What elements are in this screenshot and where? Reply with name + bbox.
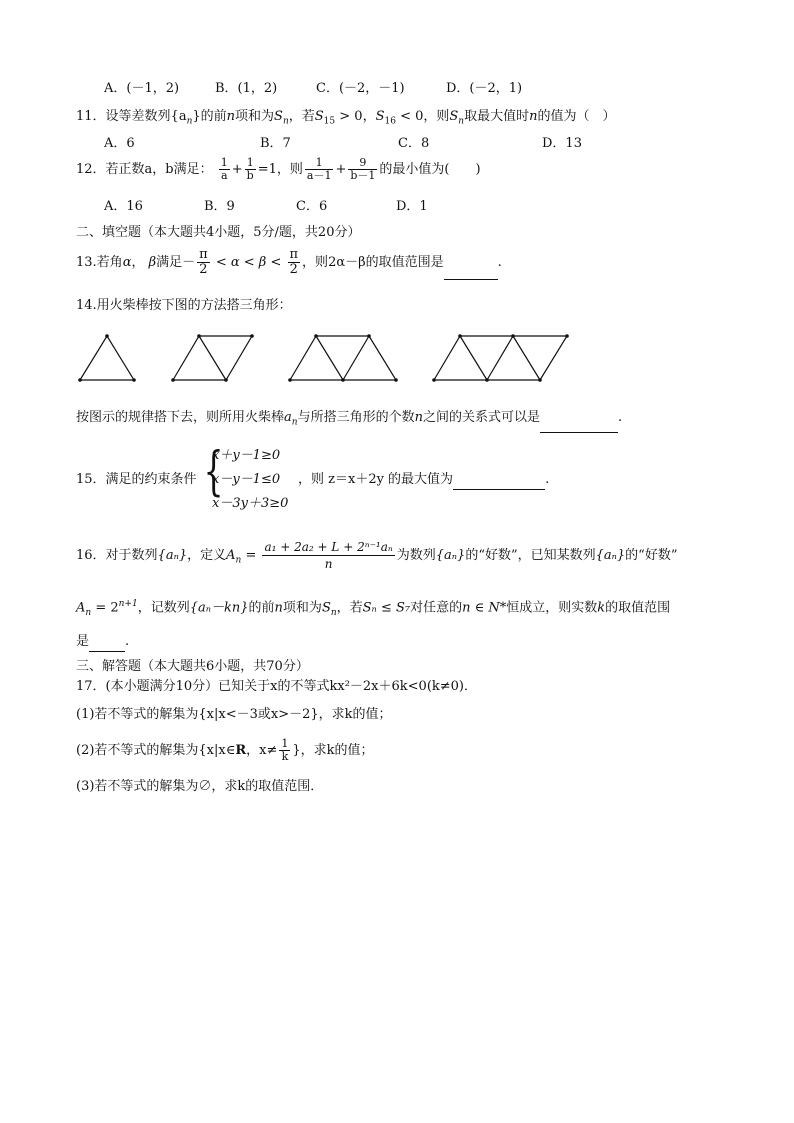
q12-frac-1a: $\frac{1}{a}$ bbox=[220, 156, 228, 182]
section-2-heading: 二、填空题（本大题共4小题，5分/题，共20分） bbox=[76, 225, 361, 240]
q11-option-c[interactable]: C．8 bbox=[398, 136, 430, 151]
q17-part-1: (1)若不等式的解集为{x|x<－3或x>－2}，求k的值； bbox=[76, 707, 392, 722]
q15-label: 15．满足的约束条件 bbox=[76, 472, 197, 487]
q11-option-d[interactable]: D．13 bbox=[542, 136, 582, 151]
q17-frac-1-k: $\frac{1}{k}$ bbox=[281, 737, 289, 763]
q10-option-d[interactable]: D．(－2，1) bbox=[446, 81, 523, 96]
q15-brace: { bbox=[203, 442, 224, 502]
figure-3-triangles bbox=[290, 336, 396, 380]
q15-constraint-3: x－3y＋3≥0 bbox=[212, 496, 289, 511]
q13-stem: 13.若角α， β满足－ $\frac{\pi}{2}$ < α < β < $\frac{\pi}{2}$ ，则2α－β的取值范围是 . bbox=[76, 246, 502, 280]
q12-option-b[interactable]: B．9 bbox=[204, 199, 235, 214]
q10-option-b[interactable]: B．(1，2) bbox=[215, 81, 278, 96]
q16-good-number-fraction: $\frac{\text{a₁ + 2a₂ + L + 2ⁿ⁻¹aₙ}}{n}$ bbox=[264, 540, 393, 571]
q13-frac-left: $\frac{\pi}{2}$ bbox=[199, 247, 208, 277]
q10-option-c[interactable]: C．(－2，－1) bbox=[316, 81, 405, 96]
q12-frac-9-b-1: $\frac{9}{b-1}$ bbox=[350, 156, 376, 182]
q16-line-3: 是 . bbox=[76, 632, 129, 652]
q15-constraint-2: x－y－1≤0 bbox=[212, 472, 281, 487]
q14-stem: 14.用火柴棒按下图的方法搭三角形： bbox=[76, 298, 292, 313]
matchstick-joints bbox=[78, 334, 569, 382]
matchstick-triangles-figure bbox=[0, 330, 794, 390]
q16-line-2: $A_n = 2^{n+1}$，记数列{aₙ－kn}的前n项和为$S_n$，若Sₙ ≤ S₇对任意的n ∈ N*恒成立，则实数k的取值范围 bbox=[76, 599, 671, 618]
q14-rule: 按图示的规律搭下去，则所用火柴棒$a_n$与所搭三角形的个数n之间的关系式可以是 . bbox=[76, 408, 622, 433]
q16-answer-blank[interactable] bbox=[89, 637, 125, 652]
q17-part-3: (3)若不等式的解集为∅，求k的取值范围． bbox=[76, 779, 324, 794]
q11-option-b[interactable]: B．7 bbox=[260, 136, 291, 151]
q12-frac-1-a-1: $\frac{1}{a-1}$ bbox=[306, 156, 332, 182]
q11-option-a[interactable]: A．6 bbox=[104, 136, 135, 151]
q15-objective: ，则 z＝x＋2y 的最大值为 . bbox=[298, 470, 549, 490]
q12-frac-1b: $\frac{1}{b}$ bbox=[246, 156, 254, 182]
q12-option-c[interactable]: C．6 bbox=[296, 199, 328, 214]
q15-answer-blank[interactable] bbox=[453, 475, 545, 490]
q13-frac-right: $\frac{\pi}{2}$ bbox=[289, 247, 299, 277]
q12-option-a[interactable]: A．16 bbox=[104, 199, 143, 214]
q12-stem: 12．若正数a，b满足： $\frac{1}{a}$ + $\frac{1}{b}$ =1，则 $\frac{1}{a-1}$ + $\frac{9}{b-1}$ 的最小值为( ) bbox=[76, 156, 481, 182]
q13-answer-blank[interactable] bbox=[444, 265, 498, 280]
q12-option-d[interactable]: D．1 bbox=[396, 199, 428, 214]
q17-stem: 17．(本小题满分10分）已知关于x的不等式kx²－2x＋6k<0(k≠0)． bbox=[76, 679, 478, 694]
q10-option-a[interactable]: A．(－1，2) bbox=[104, 81, 180, 96]
q16-line-1: 16．对于数列{aₙ}，定义$A_n$ = $\frac{\text{a₁ + 2a₂ + L + 2ⁿ⁻¹aₙ}}{n}$ 为数列{aₙ}的“好数”，已知某数列{aₙ}的“好数” bbox=[76, 540, 678, 571]
q17-part-2: (2)若不等式的解集为{x|x∈R，x≠ $\frac{1}{k}$ }，求k的值； bbox=[76, 737, 374, 763]
q14-answer-blank[interactable] bbox=[540, 418, 618, 433]
figure-4-triangles bbox=[434, 336, 567, 380]
section-3-heading: 三、解答题（本大题共6小题，共70分） bbox=[76, 659, 309, 674]
figure-2-triangles bbox=[173, 336, 252, 380]
q15-constraint-1: x＋y－1≥0 bbox=[212, 448, 281, 463]
q11-stem: 11．设等差数列$\{a_n\}$的前n项和为$S_n$，若$S_{15} > 0$，$S_{16} < 0$，则$S_n$取最大值时n的值为（ ） bbox=[76, 109, 616, 127]
figure-1-triangle bbox=[80, 336, 134, 380]
